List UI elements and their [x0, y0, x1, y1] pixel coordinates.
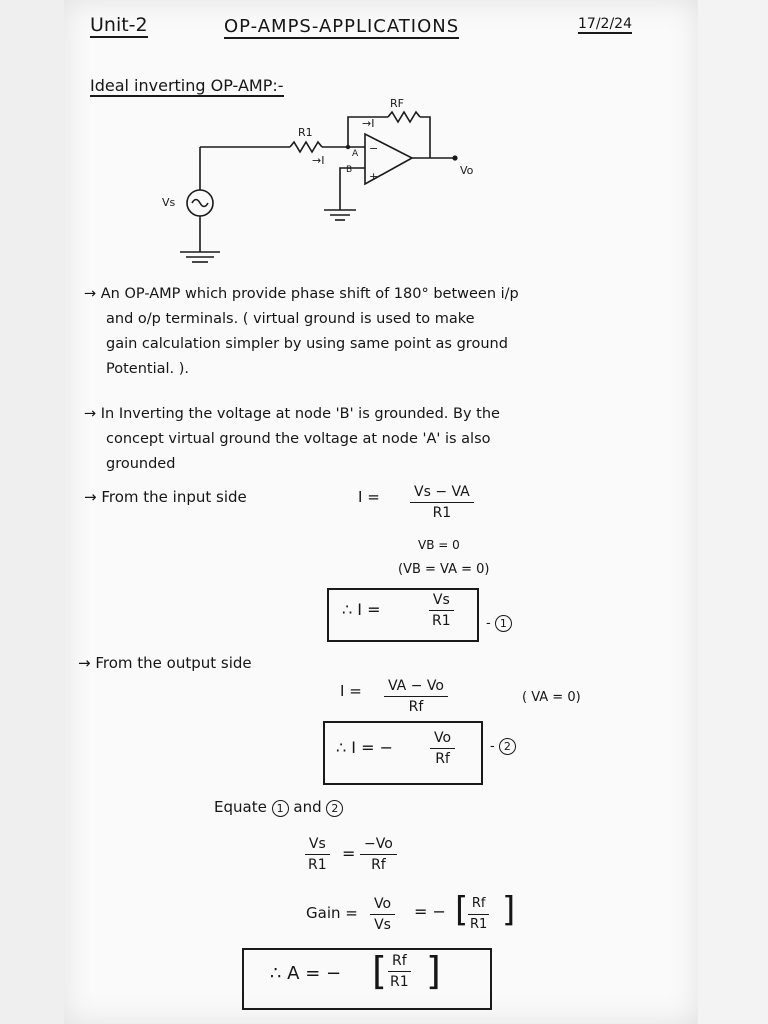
paragraph-2 [84, 402, 500, 477]
paragraph-2-line: grounded [106, 456, 176, 472]
r1-label: R1 [298, 126, 313, 139]
gain-ratio-den: R1 [470, 917, 488, 932]
result-1-den: R1 [432, 613, 451, 629]
tag-1-circle: 1 [495, 615, 512, 632]
equate-label: Equate [214, 798, 267, 816]
equate-right-fraction [360, 834, 397, 875]
input-eq-num: Vs − VA [410, 482, 474, 503]
output-node [452, 155, 457, 160]
input-side-label: → From the input side [84, 488, 247, 506]
inverting-opamp-circuit [150, 92, 490, 277]
output-side-label: → From the output side [78, 654, 252, 672]
paragraph-2-line: → In Inverting the voltage at node 'B' is grounded. By the [84, 406, 500, 422]
input-eq-den: R1 [432, 505, 452, 521]
section-heading: Ideal inverting OP-AMP:- [90, 76, 284, 95]
current-mid-label: →I [312, 154, 325, 167]
page-title: OP-AMPS-APPLICATIONS [224, 16, 460, 37]
paragraph-1 [84, 282, 519, 382]
equate-ref-1: 1 [272, 800, 289, 817]
gain-num: Vo [370, 894, 395, 915]
current-top-label: →I [362, 117, 375, 130]
tag-2-circle: 2 [499, 738, 516, 755]
va-zero-note: ( VA = 0) [522, 690, 581, 705]
equate-left-fraction [304, 834, 331, 875]
result-1-fraction [428, 590, 455, 631]
equation-tag-1: - 1 [486, 615, 512, 632]
vb-va-note: (VB = VA = 0) [398, 562, 490, 577]
page-left-margin [0, 0, 64, 1024]
equate-and: and [293, 798, 322, 816]
equate-line [214, 798, 343, 817]
rf-label: RF [390, 97, 404, 110]
equate-rnum: −Vo [360, 834, 397, 855]
page-right-margin [698, 0, 768, 1024]
date-label: 17/2/24 [578, 16, 632, 32]
final-fraction [386, 951, 413, 992]
final-bracket-open: [ [372, 949, 387, 993]
output-eq-num: VA − Vo [384, 676, 448, 697]
result-1-num: Vs [429, 590, 454, 611]
output-eq-fraction [384, 676, 448, 717]
gain-ratio-fraction [466, 894, 491, 935]
paragraph-1-line: → An OP-AMP which provide phase shift of 180° between i/p [84, 286, 519, 302]
opamp-minus: − [369, 142, 379, 155]
final-den: R1 [390, 974, 409, 990]
input-eq-lhs: I = [358, 488, 380, 506]
final-num: Rf [388, 951, 411, 972]
node-b-label: B [346, 165, 353, 175]
final-lhs: ∴ A = − [270, 963, 342, 984]
gain-fraction [370, 894, 395, 935]
equate-lnum: Vs [305, 834, 330, 855]
paragraph-1-line: Potential. ). [106, 361, 190, 377]
paragraph-2-line: concept virtual ground the voltage at node 'A' is also [106, 431, 491, 447]
result-2-lhs: ∴ I = − [336, 738, 393, 757]
gain-bracket-open: [ [455, 890, 469, 930]
paragraph-1-line: and o/p terminals. ( virtual ground is used to make [106, 311, 475, 327]
gain-ratio-num: Rf [468, 894, 490, 915]
vb-zero: VB = 0 [418, 538, 460, 552]
opamp-plus: + [369, 170, 379, 183]
final-bracket-close: ] [426, 949, 441, 993]
circuit-wires [180, 112, 455, 262]
result-2-fraction [430, 728, 455, 769]
equate-lden: R1 [308, 857, 327, 873]
equate-rden: Rf [371, 857, 386, 873]
gain-label: Gain = [306, 904, 358, 922]
equate-ref-2: 2 [326, 800, 343, 817]
node-a-dot [346, 145, 350, 149]
vs-label: Vs [162, 196, 176, 209]
result-2-den: Rf [435, 751, 450, 767]
output-eq-den: Rf [408, 699, 424, 715]
unit-label: Unit-2 [90, 14, 148, 36]
gain-bracket-close: ] [502, 890, 516, 930]
output-eq-lhs: I = [340, 682, 362, 700]
input-eq-fraction [410, 482, 474, 523]
vo-label: Vo [460, 164, 474, 177]
result-1-lhs: ∴ I = [342, 600, 381, 619]
result-2-num: Vo [430, 728, 455, 749]
equation-tag-2: - 2 [490, 738, 516, 755]
paragraph-1-line: gain calculation simpler by using same point as ground [106, 336, 508, 352]
node-a-label: A [352, 149, 359, 159]
equate-equals: = [342, 844, 356, 863]
gain-den: Vs [374, 917, 391, 933]
gain-equals: = − [414, 902, 446, 921]
